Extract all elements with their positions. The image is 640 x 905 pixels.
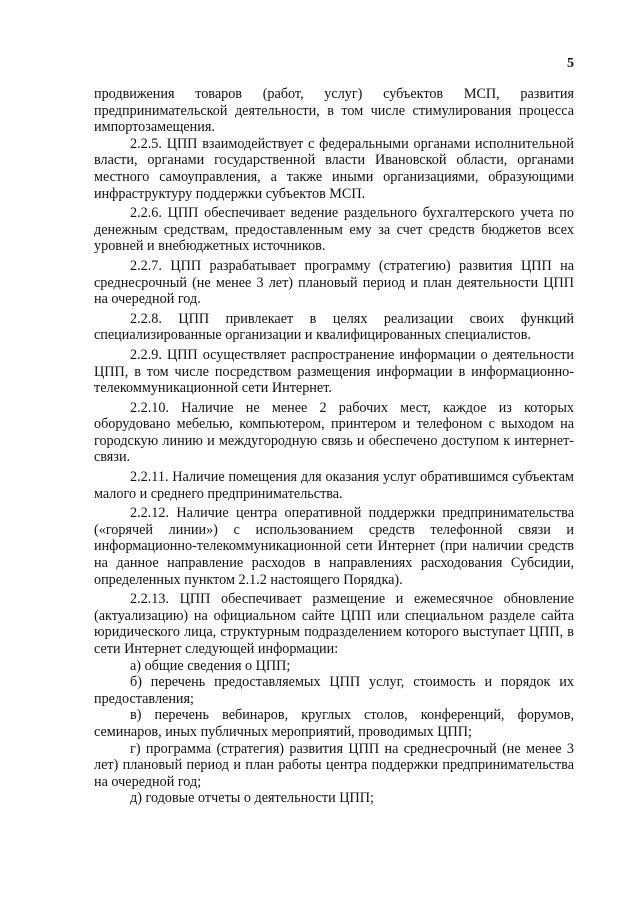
page-number: 5 [567,56,574,71]
paragraph-2-2-10: 2.2.10. Наличие не менее 2 рабочих мест, каждое из которых оборудовано мебелью, компьютером, принтером и телефоном с выходом на городскую линию и междугородную связь и обеспечено доступом к интернет-связи. [94,399,574,466]
paragraph-2-2-13: 2.2.13. ЦПП обеспечивает размещение и ежемесячное обновление (актуализацию) на официальном сайте ЦПП или специальном разделе сайта юридического лица, структурным подразделением которого выступает ЦПП, в сети Интернет следующей информации: [94,591,574,657]
list-item-b: б) перечень предоставляемых ЦПП услуг, стоимость и порядок их предоставления; [94,674,574,707]
paragraph-2-2-5: 2.2.5. ЦПП взаимодействует с федеральными органами исполнительной власти, органами государственной власти Ивановской области, органами местного самоуправления, а также иными организациями, образующими инфраструктуру поддержки субъектов МСП. [94,135,574,202]
list-item-d: д) годовые отчеты о деятельности ЦПП; [130,790,374,807]
paragraph-2-2-11: 2.2.11. Наличие помещения для оказания услуг обратившимся субъектам малого и среднего предпринимательства. [94,469,574,502]
list-item-g: г) программа (стратегия) развития ЦПП на среднесрочный (не менее 3 лет) плановый период и план работы центра поддержки предпринимательства на очередной год; [94,740,574,790]
paragraph-2-2-6: 2.2.6. ЦПП обеспечивает ведение раздельного бухгалтерского учета по денежным средствам, предоставленным ему за счет средств бюджетов всех уровней и внебюджетных источников. [94,205,574,255]
document-body [94,86,574,807]
list-item-v: в) перечень вебинаров, круглых столов, конференций, форумов, семинаров, иных публичных мероприятий, проводимых ЦПП; [94,707,574,740]
paragraph-continuation: продвижения товаров (работ, услуг) субъектов МСП, развития предпринимательской деятельности, в том числе стимулирования процесса импортозамещения. [94,86,574,136]
paragraph-2-2-7: 2.2.7. ЦПП разрабатывает программу (стратегию) развития ЦПП на среднесрочный (не менее 3 лет) плановый период и план деятельности ЦПП на очередной год. [94,257,574,308]
list-item-a: а) общие сведения о ЦПП; [130,657,291,674]
paragraph-2-2-9: 2.2.9. ЦПП осуществляет распространение информации о деятельности ЦПП, в том числе посредством размещения информации в информационно-телекоммуникационной сети Интернет. [94,346,574,397]
paragraph-2-2-12: 2.2.12. Наличие центра оперативной поддержки предпринимательства («горячей линии») с использованием средств телефонной связи и информационно-телекоммуникационной сети Интернет (при наличии средств на данное направление расходов в направлениях расходования Субсидии, определенных пунктом 2.1.2 настоящего Порядка). [94,505,574,588]
paragraph-2-2-8: 2.2.8. ЦПП привлекает в целях реализации своих функций специализированные организации и квалифицированных специалистов. [94,310,574,344]
